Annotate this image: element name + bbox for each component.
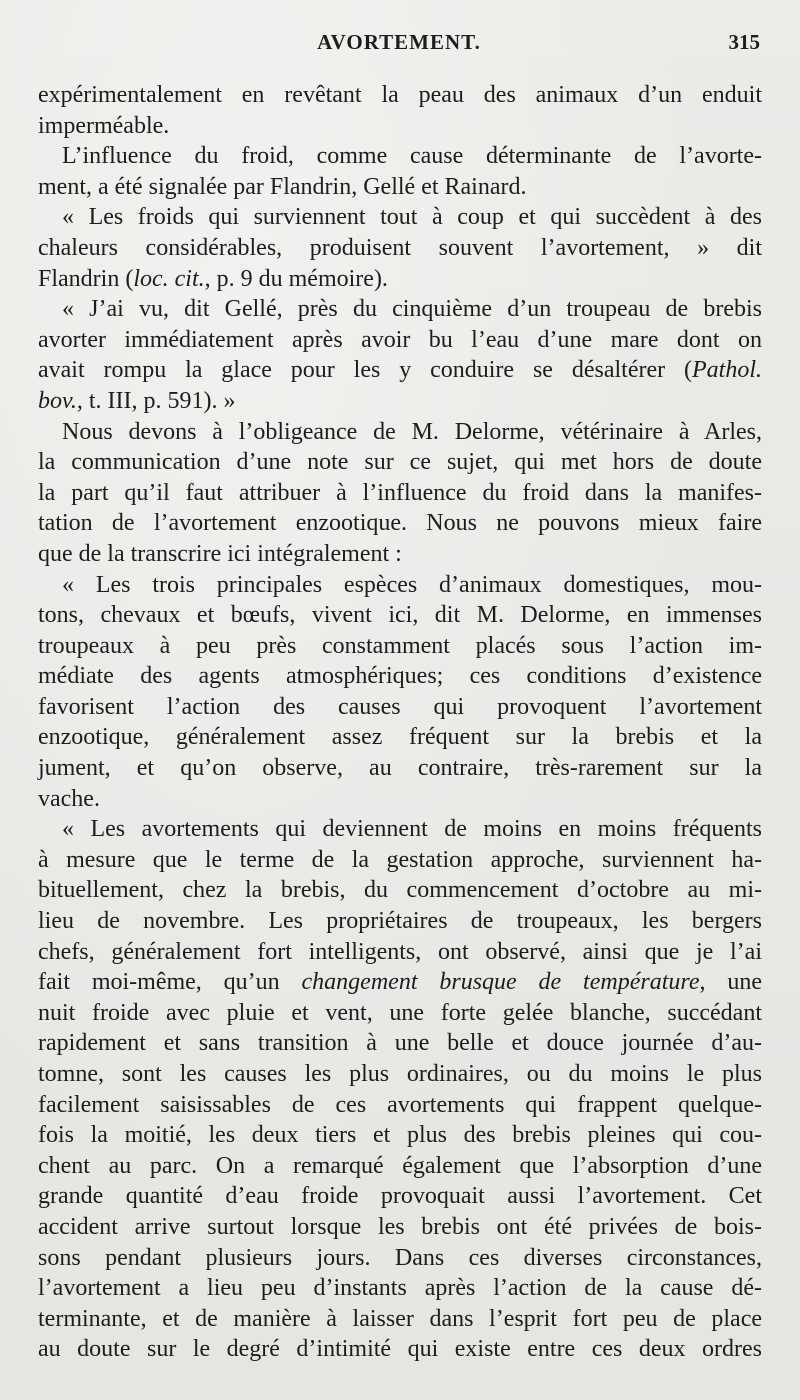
text-line (38, 386, 762, 417)
text-line (38, 722, 762, 753)
text-line (38, 355, 762, 386)
text-segment: avait rompu la glace pour les y conduire se désaltérer ( (38, 357, 692, 384)
text-line (38, 784, 762, 815)
text-segment: lieu de novembre. Les propriétaires de troupeaux, les bergers (38, 908, 762, 935)
text-line (38, 447, 762, 478)
text-segment: médiate des agents atmosphériques; ces conditions d’existence (38, 663, 762, 690)
text-segment: chefs, généralement fort intelligents, ont observé, ainsi que je l’ai (38, 938, 762, 965)
text-segment: nuit froide avec pluie et vent, une forte gelée blanche, succédant (38, 999, 762, 1026)
text-segment: enzootique, généralement assez fréquent sur la brebis et la (38, 724, 762, 751)
italic-segment: Pathol. (692, 357, 762, 384)
text-line (38, 325, 762, 356)
text-segment: , une (699, 969, 762, 996)
text-segment: terminante, et de manière à laisser dans l’esprit fort peu de place (38, 1305, 762, 1332)
page-number: 315 (728, 30, 760, 54)
text-segment: grande quantité d’eau froide provoquait aussi l’avortement. Cet (38, 1183, 762, 1210)
text-line (38, 172, 762, 203)
text-line (38, 814, 762, 845)
text-line (38, 661, 762, 692)
text-line (38, 692, 762, 723)
text-line (38, 111, 762, 142)
text-segment: fois la moitié, les deux tiers et plus des brebis pleines qui cou- (38, 1122, 762, 1149)
text-line (38, 1304, 762, 1335)
text-line (38, 937, 762, 968)
text-line (38, 906, 762, 937)
text-line (38, 600, 762, 631)
text-segment: rapidement et sans transition à une belle et douce journée d’au- (38, 1030, 762, 1057)
italic-segment: bov. (38, 387, 77, 414)
text-line (38, 1120, 762, 1151)
text-line (38, 1243, 762, 1274)
text-segment: fait moi-même, qu’un (38, 969, 302, 996)
text-segment: « Les avortements qui deviennent de moins en moins fréquents (62, 816, 762, 843)
text-line (38, 233, 762, 264)
text-line (38, 753, 762, 784)
text-line (38, 508, 762, 539)
text-line (38, 294, 762, 325)
text-segment: jument, et qu’on observe, au contraire, très-rarement sur la (38, 755, 762, 782)
text-segment: tons, chevaux et bœufs, vivent ici, dit M. Delorme, en immenses (38, 602, 762, 629)
text-segment: « J’ai vu, dit Gellé, près du cinquième d’un troupeau de brebis (62, 296, 762, 323)
text-line (38, 478, 762, 509)
text-line (38, 631, 762, 662)
text-segment: à mesure que le terme de la gestation approche, surviennent ha- (38, 846, 762, 873)
text-line (38, 1151, 762, 1182)
text-segment: tation de l’avortement enzootique. Nous ne pouvons mieux faire (38, 510, 762, 537)
text-line (38, 875, 762, 906)
text-segment: , t. III, p. 591). » (76, 387, 236, 414)
text-line (38, 1181, 762, 1212)
text-segment: au doute sur le degré d’intimité qui existe entre ces deux ordres (38, 1336, 762, 1363)
text-line (38, 998, 762, 1029)
italic-segment: changement brusque de température (301, 969, 700, 996)
text-segment: chaleurs considérables, produisent souvent l’avortement, » dit (38, 234, 762, 261)
text-segment: sons pendant plusieurs jours. Dans ces diverses circonstances, (38, 1244, 762, 1271)
body-text (38, 80, 762, 1365)
text-line (38, 1059, 762, 1090)
text-line (38, 967, 762, 998)
text-segment: ment, a été signalée par Flandrin, Gellé et Rainard. (38, 173, 527, 200)
italic-segment: loc. cit. (133, 265, 205, 292)
text-segment: bituellement, chez la brebis, du commencement d’octobre au mi- (38, 877, 762, 904)
text-segment: facilement saisissables de ces avortements qui frappent quelque- (38, 1091, 762, 1118)
text-segment: la part qu’il faut attribuer à l’influence du froid dans la manifes- (38, 479, 762, 506)
text-segment: expérimentalement en revêtant la peau des animaux d’un enduit (38, 82, 762, 108)
text-segment: imperméable. (38, 112, 170, 139)
text-segment: vache. (38, 785, 100, 812)
text-line (38, 417, 762, 448)
text-segment: l’avortement a lieu peu d’instants après l’action de la cause dé- (38, 1275, 762, 1302)
text-line (38, 845, 762, 876)
text-line (38, 264, 762, 295)
text-line (38, 1028, 762, 1059)
text-segment: , p. 9 du mémoire). (204, 265, 388, 292)
text-line (38, 570, 762, 601)
text-segment: tomne, sont les causes les plus ordinaires, ou du moins le plus (38, 1061, 762, 1087)
text-segment: accident arrive surtout lorsque les brebis ont été privées de bois- (38, 1213, 762, 1240)
text-line (38, 1273, 762, 1304)
text-segment: avorter immédiatement après avoir bu l’eau d’une mare dont on (38, 326, 762, 353)
text-segment: « Les trois principales espèces d’animaux domestiques, mou- (62, 571, 762, 598)
text-line (38, 1090, 762, 1121)
text-line (38, 80, 762, 111)
text-segment: L’influence du froid, comme cause déterminante de l’avorte- (62, 143, 762, 170)
text-line (38, 1334, 762, 1365)
running-head: AVORTEMENT. (317, 30, 481, 54)
text-segment: que de la transcrire ici intégralement : (38, 540, 402, 567)
text-segment: troupeaux à peu près constamment placés sous l’action im- (38, 632, 762, 659)
text-line (38, 1212, 762, 1243)
text-segment: Nous devons à l’obligeance de M. Delorme, vétérinaire à Arles, (62, 418, 762, 445)
text-segment: la communication d’une note sur ce sujet, qui met hors de doute (38, 449, 762, 476)
text-segment: « Les froids qui surviennent tout à coup et qui succèdent à des (62, 204, 762, 231)
text-line (38, 141, 762, 172)
text-segment: favorisent l’action des causes qui provoquent l’avortement (38, 693, 762, 720)
page-header (38, 30, 760, 64)
text-line (38, 539, 762, 570)
text-line (38, 202, 762, 233)
text-segment: chent au parc. On a remarqué également que l’absorption d’une (38, 1152, 762, 1179)
text-segment: Flandrin ( (38, 265, 134, 292)
